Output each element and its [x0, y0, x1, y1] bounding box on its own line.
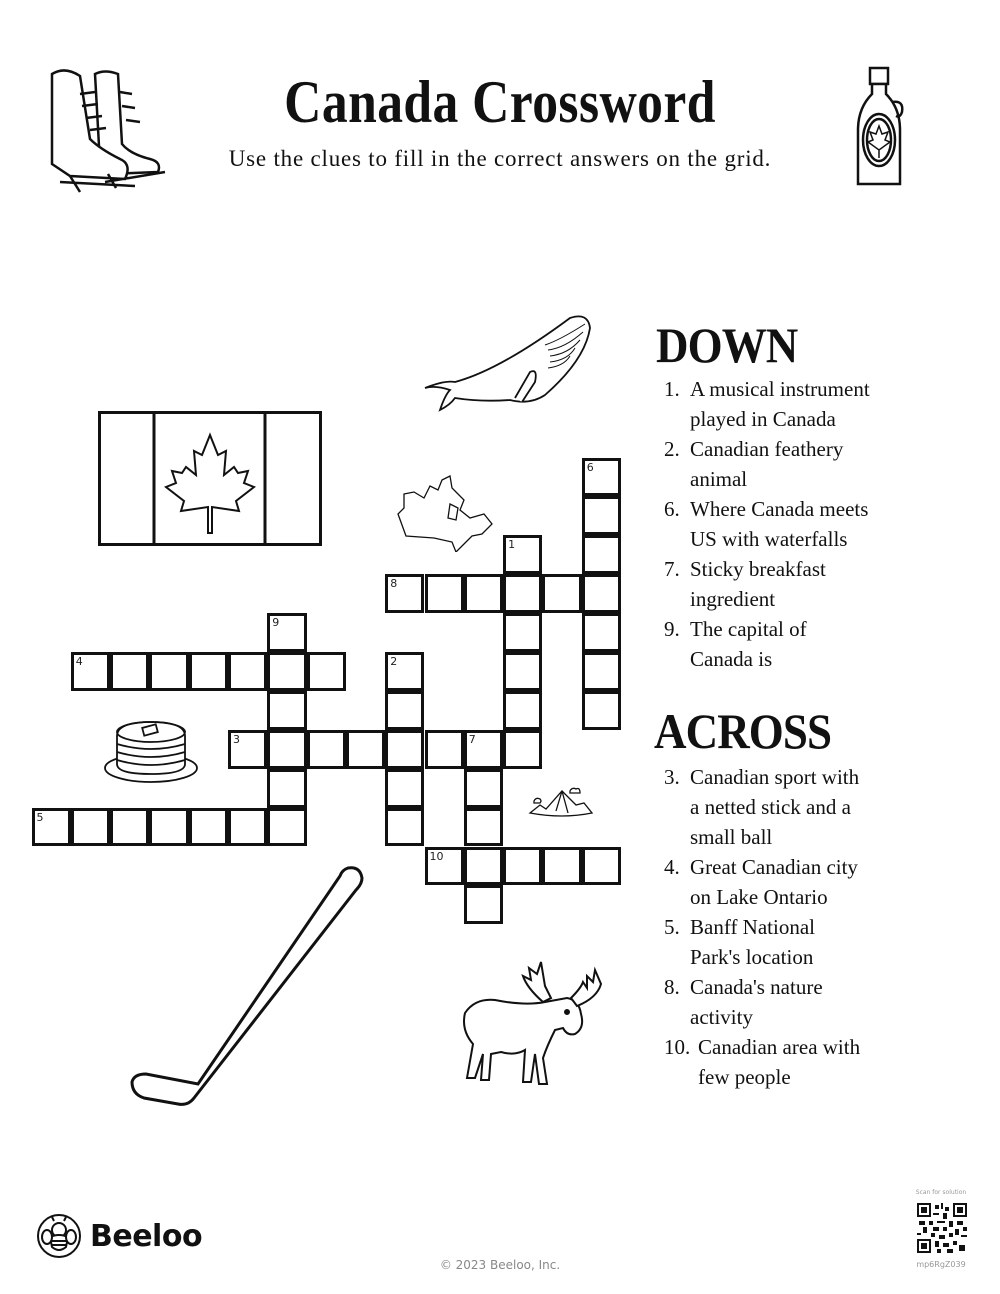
crossword-cell[interactable] — [385, 808, 424, 847]
beeloo-logo[interactable] — [36, 1213, 202, 1259]
crossword-cell[interactable] — [228, 730, 267, 769]
crossword-cell[interactable] — [464, 808, 503, 847]
clue-text-line: Where Canada meets — [690, 497, 869, 521]
page-title: Canada Crossword — [284, 69, 716, 135]
crossword-cell[interactable] — [503, 652, 542, 691]
clue-text-line: Canadian feathery — [690, 437, 844, 461]
crossword-cell[interactable] — [542, 847, 581, 886]
clue-text-line: played in Canada — [690, 407, 836, 431]
crossword-cell[interactable] — [582, 574, 621, 613]
whale-icon — [420, 310, 595, 420]
instructions: Use the clues to fill in the correct answers on the grid. — [228, 146, 772, 171]
copyright: © 2023 Beeloo, Inc. — [439, 1258, 561, 1272]
clue-number-label: 7. — [664, 557, 680, 581]
down-clue-2 — [656, 434, 896, 494]
across-clue-5 — [656, 912, 896, 972]
crossword-cell[interactable] — [503, 613, 542, 652]
crossword-cell[interactable] — [464, 885, 503, 924]
crossword-cell[interactable] — [425, 574, 464, 613]
clue-number: 6 — [586, 460, 594, 474]
clue-text-line: Canada's nature — [690, 975, 823, 999]
clue-number: 5 — [36, 810, 44, 824]
hockey-stick-icon — [128, 860, 368, 1110]
qr-label: Scan for solution — [915, 1189, 967, 1196]
crossword-cell[interactable] — [267, 691, 306, 730]
down-clue-1 — [656, 374, 896, 434]
crossword-cell[interactable] — [503, 691, 542, 730]
crossword-cell[interactable] — [425, 730, 464, 769]
crossword-cell[interactable] — [582, 613, 621, 652]
clue-text-line: Park's location — [690, 945, 814, 969]
crossword-cell[interactable] — [267, 769, 306, 808]
crossword-cell[interactable] — [149, 808, 188, 847]
clue-text-line: activity — [690, 1005, 753, 1029]
down-clue-9 — [656, 614, 896, 674]
crossword-cell[interactable] — [385, 691, 424, 730]
clue-text-line: Canadian area with — [698, 1035, 861, 1059]
clue-text-line: few people — [698, 1065, 791, 1089]
ice-skates-icon — [40, 64, 170, 194]
crossword-cell[interactable] — [582, 535, 621, 574]
across-clue-4 — [656, 852, 896, 912]
clue-number-label: 1. — [664, 377, 680, 401]
crossword-cell[interactable] — [307, 652, 346, 691]
clue-number-label: 10. — [664, 1035, 691, 1059]
clue-number: 1 — [508, 538, 516, 552]
crossword-cell[interactable] — [346, 730, 385, 769]
crossword-cell[interactable] — [503, 847, 542, 886]
across-clue-10 — [656, 1032, 896, 1092]
crossword-cell[interactable] — [267, 652, 306, 691]
down-clues-list — [656, 374, 896, 674]
brand-name: Beeloo — [90, 1218, 203, 1254]
clue-number-label: 8. — [664, 975, 680, 999]
crossword-cell[interactable] — [503, 730, 542, 769]
clue-number: 7 — [468, 732, 476, 746]
clue-text-line: The capital of — [690, 617, 807, 641]
clue-text-line: Canadian sport with — [690, 765, 860, 789]
qr-code-id: mp6RgZ039 — [916, 1260, 966, 1269]
clue-number: 8 — [390, 577, 398, 591]
crossword-cell[interactable] — [267, 730, 306, 769]
crossword-cell[interactable] — [189, 808, 228, 847]
crossword-cell[interactable] — [110, 652, 149, 691]
down-clue-6 — [656, 494, 896, 554]
crossword-cell[interactable] — [110, 808, 149, 847]
clue-text-line: animal — [690, 467, 748, 491]
crossword-cell[interactable] — [267, 613, 306, 652]
clue-number-label: 2. — [664, 437, 680, 461]
bee-icon — [36, 1213, 82, 1259]
crossword-cell[interactable] — [464, 847, 503, 886]
crossword-cell[interactable] — [307, 730, 346, 769]
clue-number-label: 6. — [664, 497, 680, 521]
crossword-cell[interactable] — [71, 652, 110, 691]
mountains-icon — [528, 787, 594, 823]
crossword-cell[interactable] — [385, 730, 424, 769]
crossword-cell[interactable] — [385, 574, 424, 613]
across-clue-3 — [656, 762, 896, 852]
canada-map-icon — [394, 474, 496, 552]
crossword-cell[interactable] — [71, 808, 110, 847]
crossword-cell[interactable] — [149, 652, 188, 691]
clue-number: 9 — [272, 616, 280, 630]
crossword-cell[interactable] — [267, 808, 306, 847]
qr-code-icon[interactable] — [917, 1203, 967, 1253]
clue-number: 4 — [75, 655, 83, 668]
clue-text-line: Great Canadian city — [690, 855, 858, 879]
moose-icon — [455, 958, 605, 1088]
clue-number-label: 9. — [664, 617, 680, 641]
maple-syrup-bottle-icon — [852, 66, 908, 190]
crossword-cell[interactable] — [464, 730, 503, 769]
crossword-cell[interactable] — [385, 652, 424, 691]
across-clue-8 — [656, 972, 896, 1032]
clue-number-label: 3. — [664, 765, 680, 789]
clue-text-line: Banff National — [690, 915, 815, 939]
crossword-cell[interactable] — [582, 691, 621, 730]
crossword-cell[interactable] — [542, 574, 581, 613]
down-heading: DOWN — [656, 317, 798, 373]
crossword-cell[interactable] — [582, 496, 621, 535]
crossword-cell[interactable] — [228, 652, 267, 691]
crossword-cell[interactable] — [385, 769, 424, 808]
across-clues-list — [656, 762, 896, 1092]
clue-text-line: A musical instrument — [690, 377, 870, 401]
canada-flag-icon — [98, 411, 322, 547]
clue-text-line: ingredient — [690, 587, 776, 611]
down-clue-7 — [656, 554, 896, 614]
crossword-cell[interactable] — [464, 574, 503, 613]
crossword-cell[interactable] — [425, 847, 464, 886]
crossword-cell[interactable] — [464, 769, 503, 808]
clue-number: 2 — [390, 655, 398, 668]
clue-number: 3 — [233, 732, 240, 746]
crossword-cell[interactable] — [582, 652, 621, 691]
crossword-cell[interactable] — [582, 847, 621, 886]
clue-text-line: a netted stick and a — [690, 795, 851, 819]
crossword-cell[interactable] — [503, 535, 542, 574]
clue-text-line: US with waterfalls — [690, 527, 848, 551]
pancakes-icon — [103, 718, 199, 784]
crossword-cell[interactable] — [228, 808, 267, 847]
clue-number-label: 5. — [664, 915, 680, 939]
clue-text-line: Sticky breakfast — [690, 557, 826, 581]
clue-number-label: 4. — [664, 855, 680, 879]
across-heading: ACROSS — [654, 703, 832, 759]
clue-text-line: small ball — [690, 825, 773, 849]
clue-text-line: Canada is — [690, 647, 773, 671]
crossword-cell[interactable] — [189, 652, 228, 691]
crossword-cell[interactable] — [503, 574, 542, 613]
crossword-cell[interactable] — [582, 458, 621, 497]
clue-text-line: on Lake Ontario — [690, 885, 828, 909]
crossword-cell[interactable] — [32, 808, 71, 847]
clue-number: 10 — [429, 849, 444, 863]
